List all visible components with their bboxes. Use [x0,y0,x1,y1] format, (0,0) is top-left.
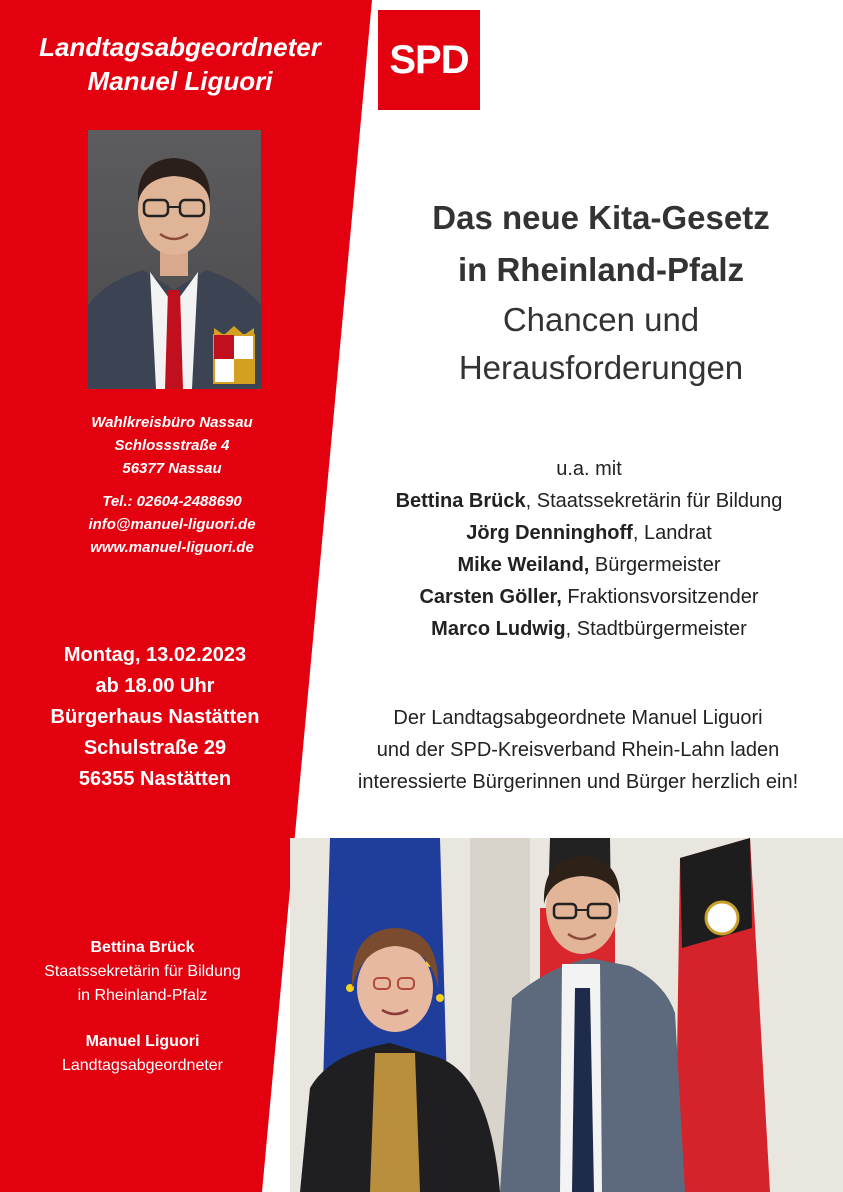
invitation-text [300,702,843,798]
event-info [20,640,290,795]
guest-item: Mike Weiland, Bürgermeister [457,554,721,576]
invite-line-3: interessierte Bürgerinnen und Bürger herzlich ein! [357,771,799,793]
guest-list [300,453,843,645]
invite-line-1: Der Landtagsabgeordnete Manuel Liguori [393,707,763,729]
headline [360,192,842,392]
office-street: Schlossstraße 4 [114,437,230,454]
email-link[interactable]: info@manuel-liguori.de [88,516,256,533]
guest-intro: u.a. mit [556,458,622,480]
headline-subtitle-1: Chancen und [502,301,700,338]
portrait-illustration [88,130,261,389]
event-time: ab 18.00 Uhr [95,675,215,697]
event-street: Schulstraße 29 [83,737,227,759]
office-name: Wahlkreisbüro Nassau [91,414,253,431]
caption-person1-name: Bettina Brück [90,939,195,956]
event-date: Montag, 13.02.2023 [63,644,247,666]
portrait-photo [88,130,261,389]
guest-item: Marco Ludwig, Stadtbürgermeister [431,618,747,640]
guest-item: Jörg Denninghoff, Landrat [466,522,712,544]
guest-item: Bettina Brück, Staatssekretärin für Bildung [395,490,783,512]
event-city: 56355 Nastätten [78,768,232,790]
headline-title-2: in Rheinland-Pfalz [457,251,744,288]
header-line-2: Manuel Liguori [87,66,273,96]
website-link[interactable]: www.manuel-liguori.de [90,539,254,556]
header-line-1: Landtagsabgeordneter [39,32,321,62]
headline-title-1: Das neue Kita-Gesetz [432,199,770,236]
invite-line-2: und der SPD-Kreisverband Rhein-Lahn laden [376,739,780,761]
caption-person2-name: Manuel Liguori [85,1033,200,1050]
caption-person1-role1: Staatssekretärin für Bildung [44,963,241,980]
office-city: 56377 Nassau [122,460,222,477]
photo-caption [10,936,275,1078]
caption-person2-role: Landtagsabgeordneter [61,1057,224,1074]
spd-logo: SPD [378,10,480,110]
headline-subtitle-2: Herausforderungen [458,349,744,386]
header-title [0,30,360,98]
contact-block [60,411,284,559]
caption-person1-role2: in Rheinland-Pfalz [77,987,208,1004]
guest-item: Carsten Göller, Fraktionsvorsitzender [419,586,759,608]
event-venue: Bürgerhaus Nastätten [50,706,260,728]
group-photo [290,838,843,1192]
phone-number: Tel.: 02604-2488690 [102,493,242,510]
group-photo-illustration [290,838,843,1192]
